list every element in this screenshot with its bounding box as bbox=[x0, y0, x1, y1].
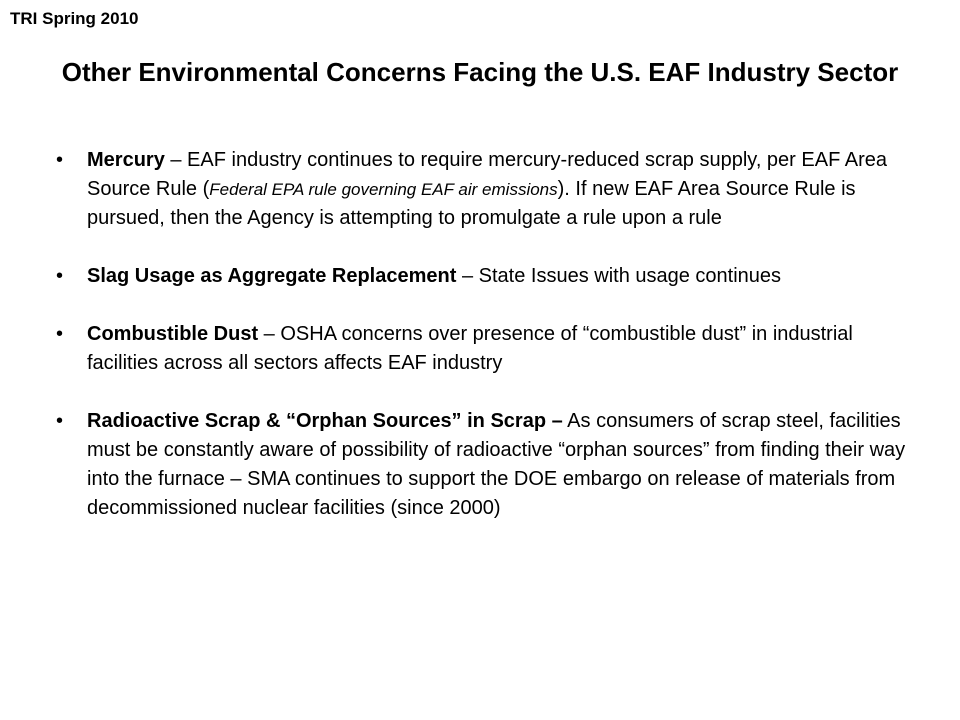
bullet-text-continued: ). If new EAF Area Source Rule is pursued, then the Agency is attempting to promulgate a rule upon a rule bbox=[87, 178, 856, 229]
bullet-marker: • bbox=[56, 323, 64, 345]
bullet-text: As consumers of scrap steel, facilities must be constantly aware of possibility of radioactive “orphan sources” from finding their way into the furnace – SMA continues to support the DOE embargo on release of materials from decommissioned nuclear facilities (since 2000) bbox=[87, 410, 906, 519]
bullet-marker: • bbox=[56, 149, 64, 171]
bullet-slag-usage bbox=[56, 262, 906, 291]
bullet-marker: • bbox=[56, 410, 64, 432]
bullet-term: Radioactive Scrap & “Orphan Sources” in Scrap – bbox=[87, 410, 563, 432]
bullet-marker: • bbox=[56, 265, 64, 287]
bullet-text: – OSHA concerns over presence of “combustible dust” in industrial facilities across all sectors affects EAF industry bbox=[87, 323, 853, 374]
bullet-text: – State Issues with usage continues bbox=[456, 265, 782, 287]
bullet-term: Combustible Dust bbox=[87, 323, 259, 345]
bullet-combustible-dust bbox=[56, 320, 906, 378]
bullet-radioactive-scrap bbox=[56, 407, 906, 523]
header-tag: TRI Spring 2010 bbox=[10, 9, 139, 28]
bullet-note: Federal EPA rule governing EAF air emissions bbox=[209, 180, 558, 199]
bullet-text: – EAF industry continues to require mercury-reduced scrap supply, per EAF Area Source Rule ( bbox=[87, 149, 887, 200]
slide-title: Other Environmental Concerns Facing the U.S. EAF Industry Sector bbox=[61, 57, 899, 87]
bullet-term: Mercury bbox=[87, 149, 165, 171]
bullet-mercury bbox=[56, 146, 906, 233]
bullet-term: Slag Usage as Aggregate Replacement bbox=[87, 265, 457, 287]
bullet-list bbox=[56, 146, 906, 523]
